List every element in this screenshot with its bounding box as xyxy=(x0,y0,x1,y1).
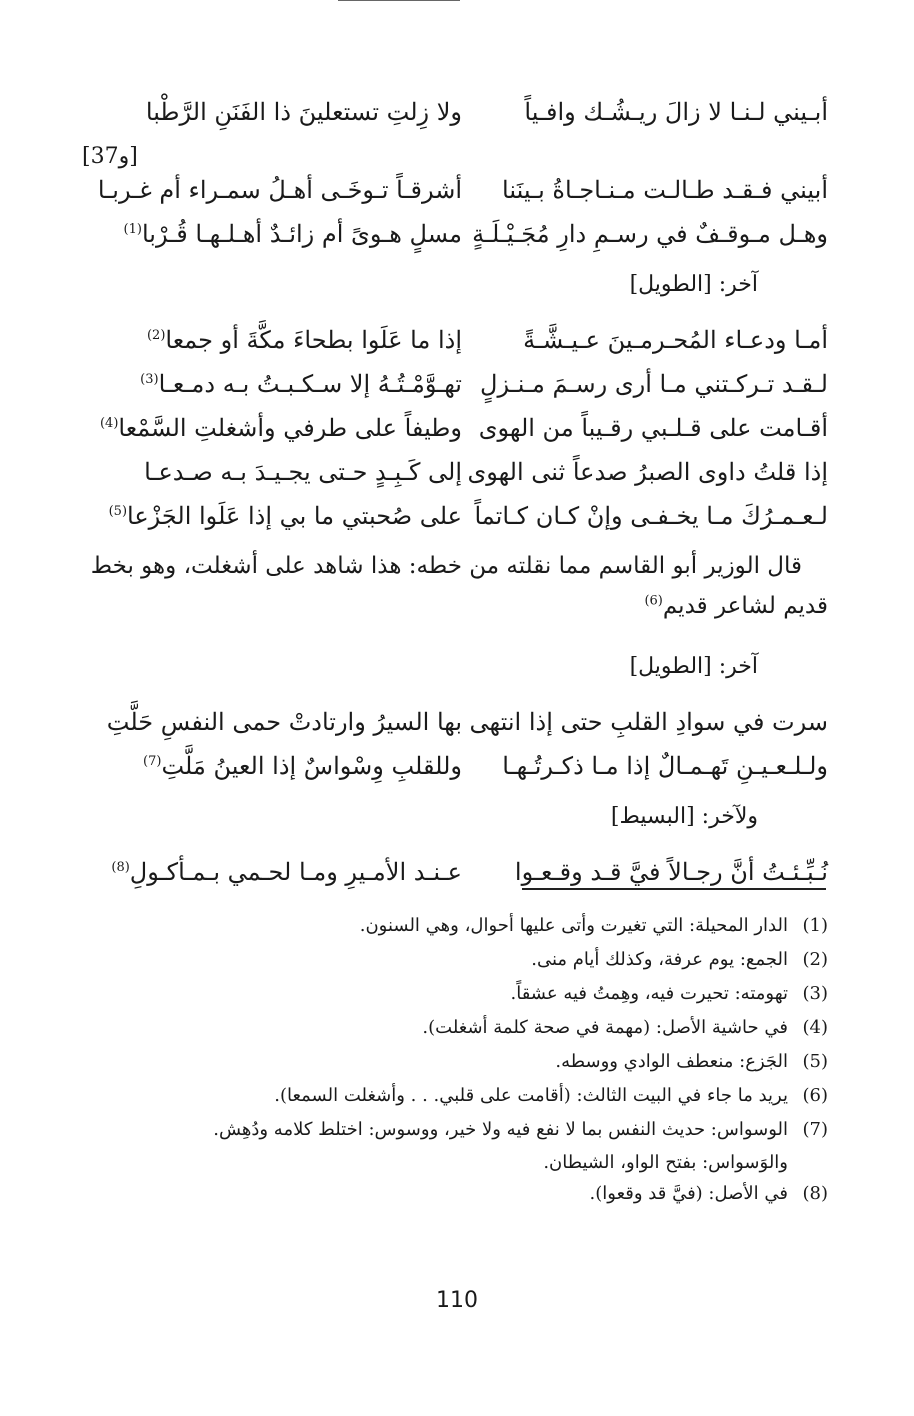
footnote-marker: (8) xyxy=(111,860,130,875)
footnote-number: (7) xyxy=(802,1119,828,1140)
footnote-number: (6) xyxy=(802,1085,828,1106)
footnote-marker: (3) xyxy=(140,372,159,387)
verse-line xyxy=(82,220,828,264)
second-hemistich xyxy=(82,752,462,780)
footnote-marker: (4) xyxy=(99,416,119,431)
poem-section-1 xyxy=(82,98,828,546)
footnote-number: (1) xyxy=(802,915,828,936)
page-number: 110 xyxy=(436,1288,478,1313)
verse-line xyxy=(82,502,828,546)
footnote-text: الجَزع: منعطف الوادي ووسطه. xyxy=(555,1051,788,1072)
verse-line xyxy=(82,326,828,370)
meter-heading: آخر: [الطويل] xyxy=(629,272,758,297)
footnote-text: الجمع: يوم عرفة، وكذلك أيام منى. xyxy=(531,949,788,970)
first-hemistich: إذا قلتُ داوى الصبرُ صدعاً ثنى الهوى xyxy=(467,458,828,486)
verse-line xyxy=(82,98,828,142)
verse-line xyxy=(82,176,828,220)
footnote-text: الدار المحيلة: التي تغيرت وأتى عليها أحوال، وهي السنون. xyxy=(359,915,788,936)
hemistich-text: عـنـد الأمـيرِ ومـا لحـمي بـمـأكـولِ xyxy=(129,858,462,886)
footnote-number: (4) xyxy=(802,1017,828,1038)
footnote-marker: (5) xyxy=(108,504,128,519)
verse-line xyxy=(82,370,828,414)
footnote-rule xyxy=(522,888,826,890)
hemistich-text: على صُحبتي ما بي إذا عَلَوا الجَزْعا xyxy=(127,502,462,530)
footnote-number: (5) xyxy=(802,1051,828,1072)
footnote-number: (3) xyxy=(802,983,828,1004)
footnote-item xyxy=(82,1178,828,1212)
first-hemistich: وهـل مـوقـفٌ في رسـمِ دارِ مُجَـيْـلَـةٍ xyxy=(472,220,828,248)
spacer xyxy=(82,306,828,326)
second-hemistich xyxy=(82,414,462,442)
hemistich-text: بها السيرُ وارتادتْ حمى النفسِ حَلَّتِ xyxy=(106,708,462,736)
footnote-marker: (7) xyxy=(143,754,162,769)
spacer xyxy=(82,688,828,708)
poem-section-2 xyxy=(82,646,828,902)
footnote-marker: (6) xyxy=(644,593,663,609)
footnote-number: (8) xyxy=(802,1183,828,1204)
verse-line xyxy=(82,858,828,902)
second-hemistich xyxy=(82,176,462,204)
footnote-item xyxy=(82,1046,828,1080)
spacer xyxy=(82,626,828,646)
folio-marker: [37و] xyxy=(82,144,138,169)
footnote-text: الوسواس: حديث النفس بما لا نفع فيه ولا خير، ووسوس: اختلط كلامه ودُهِش. xyxy=(213,1119,788,1140)
prose-paragraph xyxy=(82,546,828,626)
first-hemistich: أقـامت على قـلـبي رقـيباً من الهوى xyxy=(478,414,828,442)
second-hemistich xyxy=(82,370,462,398)
first-hemistich: لـعـمـرُكَ مـا يخـفـى وإنْ كـان كـاتماً xyxy=(474,502,828,530)
page-body xyxy=(82,98,828,902)
hemistich-text: إذا ما عَلَوا بطحاءَ مكَّةَ أو جمعا xyxy=(165,326,462,354)
footnote-text: تهومته: تحيرت فيه، وهِمتُ فيه عشقاً. xyxy=(510,983,788,1004)
first-hemistich: لـقـد تـركـتني مـا أرى رسـمَ مـنـزلٍ xyxy=(480,370,828,398)
first-hemistich: أبـيني لـنـا لا زالَ ريـشُـك وافـياً xyxy=(524,98,828,126)
hemistich-text: وطيفاً على طرفي وأشغلتِ السَّمْعا xyxy=(118,414,462,442)
footnote-item xyxy=(82,910,828,944)
first-hemistich: أمـا ودعـاء المُحـرمـينَ عـيـشَّـةً xyxy=(523,326,828,354)
meter-heading: ولآخر: [البسيط] xyxy=(610,804,758,829)
hemistich-text: وللقلبِ وِسْواسٌ إذا العينُ مَلَّتِ xyxy=(161,752,462,780)
verse-line xyxy=(82,414,828,458)
prose-text: قال الوزير أبو القاسم مما نقلته من خطه: هذا شاهد على أشغلت، وهو بخط قديم لشاعر قديم xyxy=(90,553,828,619)
footnote-number: (2) xyxy=(802,949,828,970)
footnote-item xyxy=(82,978,828,1012)
first-hemistich: أبيني فـقـد طـالـت مـنـاجـاةُ بـينَنا xyxy=(502,176,828,204)
hemistich-text: أشرقـاً تـوخَـى أهـلُ سمـراء أم غـربـا xyxy=(97,176,462,204)
hemistich-text: إلى كَـبِـدٍ حـتى يجـيـدَ بـه صـدعـا xyxy=(144,458,462,486)
footnote-item xyxy=(82,944,828,978)
header-rule xyxy=(338,0,460,1)
verse-line xyxy=(82,458,828,502)
footnote-item xyxy=(82,1080,828,1114)
footnote-text: يريد ما جاء في البيت الثالث: (أقامت على قلبي. . . وأشغلت السمعا). xyxy=(274,1085,788,1106)
hemistich-text: ولا زِلتِ تستعلينَ ذا الفَنَنِ الرَّطْبا xyxy=(145,98,462,126)
footnote-continuation: والوَسواس: بفتح الواو، الشيطان. xyxy=(543,1152,788,1173)
second-hemistich xyxy=(82,858,462,886)
spacer xyxy=(82,838,828,858)
footnote-marker: (1) xyxy=(123,222,142,237)
verse-line xyxy=(82,708,828,752)
hemistich-text: تهـوَّمْـتُـهُ إلا سـكـبـتُ بـه دمـعـا xyxy=(158,370,462,398)
first-hemistich: سرت في سوادِ القلبِ حتى إذا انتهى xyxy=(469,708,828,736)
second-hemistich xyxy=(82,458,462,486)
footnote-text: في الأصل: (فيَّ قد وقعوا). xyxy=(589,1183,788,1204)
footnotes xyxy=(82,910,828,1212)
footnote-item xyxy=(82,1012,828,1046)
second-hemistich xyxy=(82,98,462,126)
meter-heading: آخر: [الطويل] xyxy=(629,654,758,679)
verse-line xyxy=(82,752,828,796)
second-hemistich xyxy=(82,326,462,354)
footnote-item xyxy=(82,1114,828,1148)
footnote-text: في حاشية الأصل: (مهمة في صحة كلمة أشغلت). xyxy=(422,1017,788,1038)
second-hemistich xyxy=(82,502,462,530)
second-hemistich xyxy=(82,220,462,248)
first-hemistich: نُـبِّـئـتُ أنَّ رجـالاً فيَّ قـد وقـعـوا xyxy=(514,858,828,886)
first-hemistich: ولـلـعـيـنِ تَهـمـالٌ إذا مـا ذكـرتُـهـا xyxy=(502,752,828,780)
hemistich-text: مسلٍ هـوىً أم زائـدٌ أهـلـهـا قُـرْبا xyxy=(141,220,462,248)
footnote-marker: (2) xyxy=(146,328,166,343)
second-hemistich xyxy=(82,708,462,736)
